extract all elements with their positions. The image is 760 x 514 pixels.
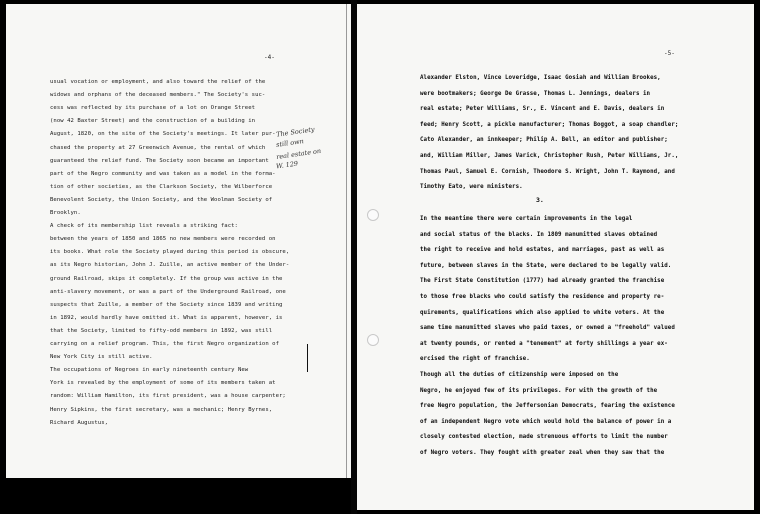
text-line: usual vocation or employment, and also toward the relief of the — [50, 79, 266, 85]
text-line: Cato Alexander, an innkeeper; Philip A. Bell, an editor and publisher; — [420, 137, 668, 144]
text-line: at twenty pounds, or rented a "tenement" at forty shillings a year ex- — [420, 340, 668, 347]
text-line: A check of its membership list reveals a striking fact: — [50, 223, 238, 230]
text-line: quirements, qualifications which also applied to white voters. At the — [420, 309, 665, 316]
text-line: Timothy Eato, were ministers. — [420, 184, 523, 191]
text-line: future, between slaves in the State, were declared to be legally valid. — [420, 262, 672, 269]
text-line: were bootmakers; George De Grasse, Thomas L. Jennings, dealers in — [420, 90, 651, 97]
binder-hole — [367, 209, 379, 221]
text-line: tion of other societies, as the Clarkson Society, the Wilberforce — [50, 183, 273, 190]
text-line: New York City is still active. — [50, 354, 153, 361]
text-line: part of the Negro community and was taken as a model in the forma- — [50, 170, 276, 177]
text-line: guaranteed the relief fund. The Society soon became an important — [50, 157, 269, 164]
binder-hole — [367, 334, 379, 346]
text-line: and, William Miller, James Varick, Christopher Rush, Peter Williams, Jr., — [420, 153, 679, 159]
text-line: Alexander Elston, Vince Loveridge, Isaac Gosiah and William Brookes, — [420, 75, 661, 81]
text-line: Benevolent Society, the Union Society, and the Woolman Society of — [50, 196, 273, 203]
text-line: (now 42 Baxter Street) and the construction of a building in — [50, 118, 256, 125]
left-page — [6, 4, 351, 478]
margin-note-line: still own — [275, 137, 305, 149]
text-line: to those free blacks who could satisfy the residence and property re- — [420, 294, 665, 300]
text-line: chased the property at 27 Greenwich Avenue, the rental of which — [50, 144, 266, 151]
text-line: that the Society, limited to fifty-odd members in 1892, was still — [50, 327, 273, 334]
text-line: Negro, he enjoyed few of its privileges. For with the growth of the — [420, 387, 658, 394]
text-line: Henry Sipkins, the first secretary, was a mechanic; Henry Byrnes, — [50, 406, 273, 413]
text-line: and social status of the blacks. In 1809 manumitted slaves obtained — [420, 231, 658, 238]
text-line: its books. What role the Society played during this period is obscure, — [50, 249, 290, 256]
text-line: August, 1820, on the site of the Society's meetings. It later pur- — [50, 131, 276, 138]
section-number: 3. — [536, 196, 544, 204]
text-line: Brooklyn. — [50, 210, 81, 216]
text-line: ercised the right of franchise. — [420, 356, 530, 363]
text-line: anti-slavery movement, or was a part of the Underground Railroad, one — [50, 288, 286, 295]
text-line: in 1892, would hardly have omitted it. What is apparent, however, is — [50, 314, 283, 321]
margin-note-line: real estate on — [275, 146, 322, 162]
text-line: ground Railroad, skips it completely. If the group was active in the — [50, 275, 283, 282]
text-line: In the meantime there were certain improvements in the legal — [420, 216, 633, 222]
text-line: The occupations of Negroes in early nineteenth century New — [50, 367, 249, 374]
text-line: The First State Constitution (1777) had already granted the franchise — [420, 278, 665, 285]
text-line: widows and orphans of the deceased members." The Society's suc- — [50, 92, 266, 99]
text-line: of Negro voters. They fought with greater zeal when they saw that the — [420, 450, 665, 456]
text-line: random: William Hamilton, its first president, was a house carpenter; — [50, 393, 286, 400]
text-line: closely contested election, made strenuous efforts to limit the number — [420, 434, 668, 441]
gutter-divider — [351, 0, 357, 514]
text-line: same time manumitted slaves who paid taxes, or owned a "freehold" valued — [420, 325, 675, 332]
text-line: cess was reflected by its purchase of a lot on Orange Street — [50, 105, 256, 112]
right-page — [357, 4, 754, 510]
text-line: the right to receive and hold estates, and marriages, past as well as — [420, 247, 665, 254]
text-line: Richard Augustus, — [50, 419, 109, 426]
margin-bracket — [307, 344, 308, 372]
text-line: as its Negro historian, John J. Zuille, an active member of the Under- — [50, 262, 290, 269]
text-line: Though all the duties of citizenship were imposed on the — [420, 372, 619, 378]
text-line: real estate; Peter Williams, Sr., E. Vincent and E. Davis, dealers in — [420, 106, 665, 113]
text-line: suspects that Zuille, a member of the Society since 1839 and writing — [50, 301, 283, 308]
text-line: carrying on a relief program. This, the first Negro organization of — [50, 341, 279, 347]
page-edge-line — [346, 4, 347, 478]
page-number: -5- — [664, 50, 675, 57]
text-line: Thomas Paul, Samuel E. Cornish, Theodore S. Wright, John T. Raymond, and — [420, 168, 675, 175]
text-line: York is revealed by the employment of some of its members taken at — [50, 380, 276, 387]
text-line: feed; Henry Scott, a pickle manufacturer; Thomas Boggot, a soap chandler; — [420, 121, 679, 128]
margin-note-line: W. 129 — [275, 159, 299, 171]
page-number: -4- — [264, 54, 275, 61]
margin-note-line: The Society — [275, 125, 316, 139]
text-line: free Negro population, the Jeffersonian Democrats, fearing the existence — [420, 403, 675, 410]
text-line: between the years of 1850 and 1865 no new members were recorded on — [50, 236, 276, 243]
text-line: of an independent Negro vote which would hold the balance of power in a — [420, 418, 672, 425]
